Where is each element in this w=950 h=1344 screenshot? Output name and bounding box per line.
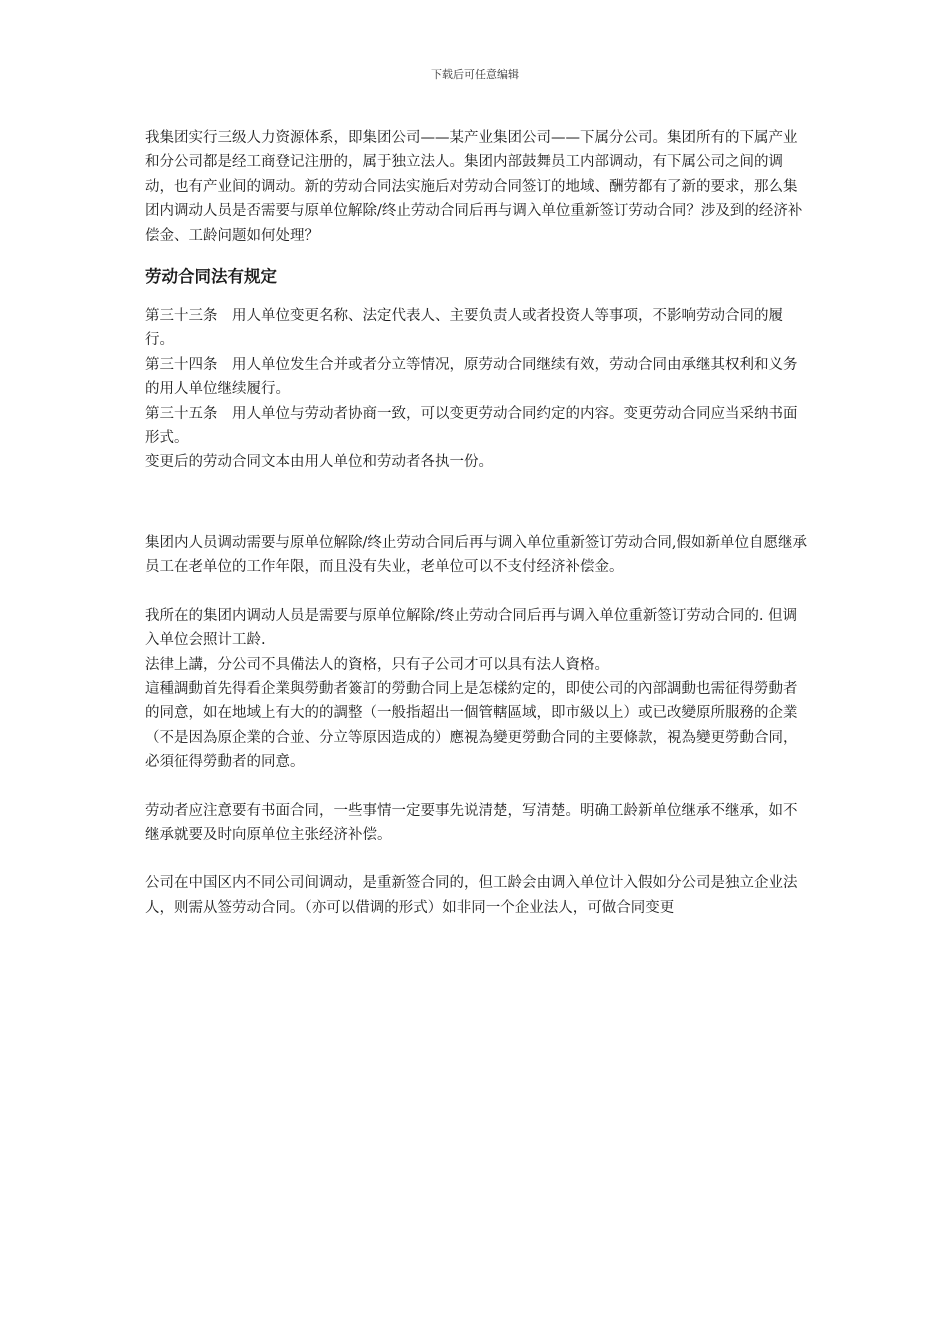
section-heading: 劳动合同法有规定 <box>145 267 277 287</box>
answer-paragraph-2b: 法律上講，分公司不具備法人的資格，只有子公司才可以具有法人資格。 <box>145 656 609 673</box>
spacer <box>145 580 810 604</box>
article-35-note: 变更后的劳动合同文本由用人单位和劳动者各执一份。 <box>145 454 493 471</box>
document-body <box>145 126 810 920</box>
article-33: 第三十三条 用人单位变更名称、法定代表人、主要负责人或者投资人等事项，不影响劳动合同的履行。 <box>145 308 783 349</box>
answer-paragraph-4: 公司在中国区内不同公司间调动，是重新签合同的，但工龄会由调入单位计入假如分公司是独立企业法人，则需从签劳动合同。（亦可以借调的形式）如非同一个企业法人，可做合同变更 <box>145 875 798 916</box>
article-34: 第三十四条 用人单位发生合并或者分立等情况，原劳动合同继续有效，劳动合同由承继其权利和义务的用人单位继续履行。 <box>145 356 798 398</box>
header-note: 下载后可任意编辑 <box>431 68 519 81</box>
article-35: 第三十五条 用人单位与劳动者协商一致，可以变更劳动合同约定的内容。变更劳动合同应当采纳书面形式。 <box>145 405 798 447</box>
answer-paragraph-1: 集团内人员调动需要与原单位解除/终止劳动合同后再与调入单位重新签订劳动合同,假如新单位自愿继承员工在老单位的工作年限，而且没有失业，老单位可以不支付经济补偿金。 <box>145 534 807 576</box>
spacer <box>145 475 810 531</box>
spacer <box>145 775 810 799</box>
answer-paragraph-3: 劳动者应注意要有书面合同，一些事情一定要事先说清楚，写清楚。明确工龄新单位继承不继承，如不继承就要及时向原单位主张经济补偿。 <box>145 802 798 843</box>
answer-block-2 <box>145 604 810 775</box>
law-articles <box>145 304 810 475</box>
answer-paragraph-2c: 這種調動首先得看企業與勞動者簽訂的勞動合同上是怎樣約定的，即使公司的內部調動也需征得勞動者的同意，如在地域上有大的的調整（一般指超出一個管轄區域，即市級以上）或已改變原所服務的企業（不是因為原企業的合並、分立等原因造成的）應視為變更勞動合同的主要條款，視為變更勞動合同，必須征得勞動者的同意。 <box>145 680 798 771</box>
spacer <box>145 847 810 871</box>
answer-paragraph-2a: 我所在的集团内调动人员是需要与原单位解除/终止劳动合同后再与调入单位重新签订劳动合同的. 但调入单位会照计工龄. <box>145 607 798 649</box>
intro-paragraph: 我集团实行三级人力资源体系，即集团公司——某产业集团公司——下属分公司。集团所有的下属产业和分公司都是经工商登记注册的，属于独立法人。集团内部鼓舞员工内部调动，有下属公司之间的调动，也有产业间的调动。新的劳动合同法实施后对劳动合同签订的地域、酬劳都有了新的要求，那么集团内调动人员是否需要与原单位解除/终止劳动合同后再与调入单位重新签订劳动合同？涉及到的经济补偿金、工龄问题如何处理？ <box>145 130 803 244</box>
